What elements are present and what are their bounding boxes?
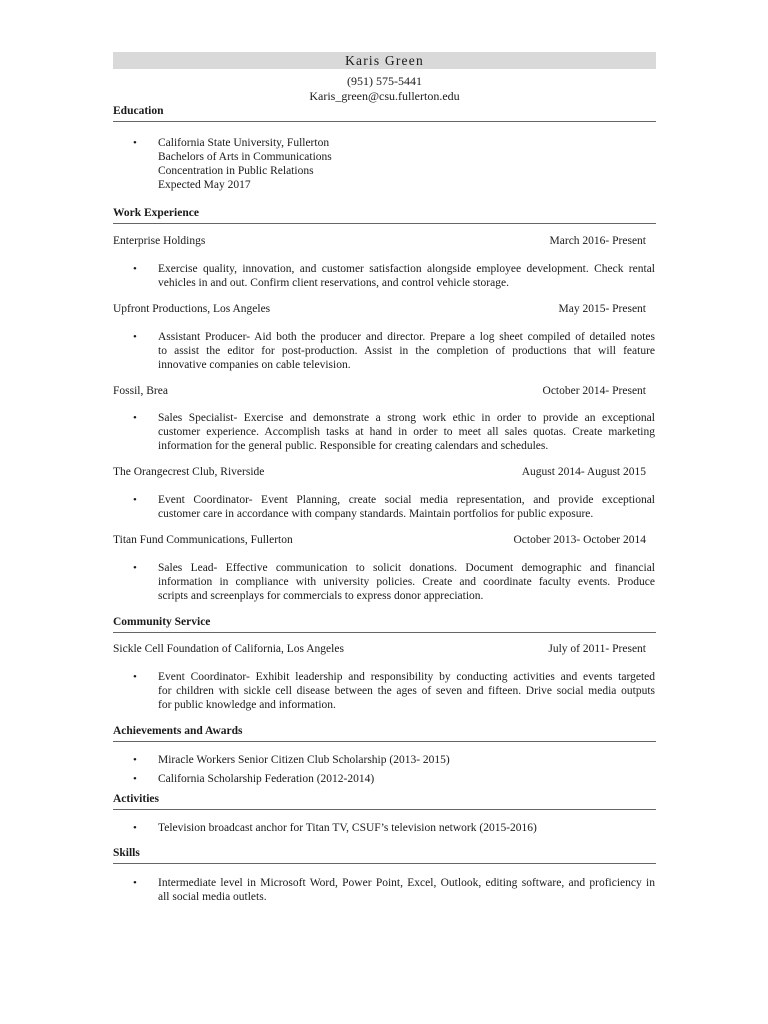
bullet-icon: • <box>133 822 137 834</box>
phone-number: (951) 575-5441 <box>347 74 422 88</box>
bullet-icon: • <box>133 671 137 683</box>
job-row <box>113 302 646 316</box>
candidate-name: Karis Green <box>113 52 656 69</box>
job-row <box>113 234 646 248</box>
job-line: information in compliance with university policies. Create and coordinate faculty events. Produce <box>158 576 655 588</box>
education-line: California State University, Fullerton <box>158 137 330 149</box>
work-section <box>113 206 656 224</box>
community-heading: Community Service <box>113 615 656 633</box>
skills-section <box>113 846 656 864</box>
job-line: Assistant Producer- Aid both the producer and director. Prepare a log sheet compiled of detailed notes <box>158 331 655 343</box>
community-section <box>113 615 656 633</box>
job-row <box>113 465 646 479</box>
award-text: Miracle Workers Senior Citizen Club Scholarship (2013- 2015) <box>158 754 450 766</box>
education-line: Concentration in Public Relations <box>158 165 314 177</box>
community-line: for children with sickle cell disease between the ages of seven and fifteen. Drive social media outputs <box>158 685 655 697</box>
education-heading: Education <box>113 104 656 122</box>
job-org: Enterprise Holdings <box>113 235 206 247</box>
bullet-icon: • <box>133 412 137 424</box>
job-line: customer care in accordance with company standards. Maintain portfolios for public exposure. <box>158 508 594 520</box>
award-text: California Scholarship Federation (2012-2014) <box>158 773 375 785</box>
bullet-icon: • <box>133 263 137 275</box>
job-line: information for the general public. Responsible for creating calendars and schedules. <box>158 440 549 452</box>
bullet-icon: • <box>133 773 137 785</box>
job-line: Sales Specialist- Exercise and demonstrate a strong work ethic in order to provide an exceptional <box>158 412 655 424</box>
job-line: to assist the editor for post-production. Assist in the completion of productions that will feature <box>158 345 655 357</box>
skills-line: all social media outlets. <box>158 891 267 903</box>
activity-text: Television broadcast anchor for Titan TV, CSUF’s television network (2015-2016) <box>158 822 537 834</box>
bullet-icon: • <box>133 494 137 506</box>
job-line: Sales Lead- Effective communication to solicit donations. Document demographic and financial <box>158 562 655 574</box>
job-org: Fossil, Brea <box>113 385 168 397</box>
awards-section <box>113 724 656 742</box>
job-line: vehicles in and out. Confirm client reservations, and control vehicle storage. <box>158 277 509 289</box>
skills-heading: Skills <box>113 846 656 864</box>
education-line: Bachelors of Arts in Communications <box>158 151 332 163</box>
bullet-icon: • <box>133 562 137 574</box>
skills-line: Intermediate level in Microsoft Word, Power Point, Excel, Outlook, editing software, and proficiency in <box>158 877 655 889</box>
education-section <box>113 104 656 122</box>
job-row <box>113 384 646 398</box>
bullet-icon: • <box>133 754 137 766</box>
job-line: Exercise quality, innovation, and customer satisfaction alongside employee development. Check rental <box>158 263 655 275</box>
education-line: Expected May 2017 <box>158 179 251 191</box>
activities-heading: Activities <box>113 792 656 810</box>
community-date: July of 2011- Present <box>548 643 646 655</box>
job-date: May 2015- Present <box>558 303 646 315</box>
community-line: Event Coordinator- Exhibit leadership and responsibility by conducting activities and events targeted <box>158 671 655 683</box>
work-heading: Work Experience <box>113 206 656 224</box>
community-row <box>113 642 646 656</box>
job-org: The Orangecrest Club, Riverside <box>113 466 265 478</box>
job-date: October 2013- October 2014 <box>513 534 646 546</box>
job-date: March 2016- Present <box>549 235 646 247</box>
job-line: Event Coordinator- Event Planning, create social media representation, and provide exceptional <box>158 494 655 506</box>
email-address[interactable]: Karis_green@csu.fullerton.edu <box>309 89 460 103</box>
job-date: October 2014- Present <box>542 385 646 397</box>
job-date: August 2014- August 2015 <box>521 466 646 478</box>
bullet-icon: • <box>133 331 137 343</box>
job-line: innovative companies on cable television. <box>158 359 351 371</box>
job-org: Upfront Productions, Los Angeles <box>113 303 271 315</box>
bullet-icon: • <box>133 877 137 889</box>
job-line: customer experience. Accomplish tasks at hand in order to meet all sales quotas. Create marketing <box>158 426 655 438</box>
job-row <box>113 533 646 547</box>
community-line: for public knowledge and information. <box>158 699 336 711</box>
bullet-icon: • <box>133 137 137 149</box>
job-line: scripts and screenplays for commercials to express donor appreciation. <box>158 590 484 602</box>
awards-heading: Achievements and Awards <box>113 724 656 742</box>
job-org: Titan Fund Communications, Fullerton <box>113 534 293 546</box>
activities-section <box>113 792 656 810</box>
community-org: Sickle Cell Foundation of California, Los Angeles <box>113 643 344 655</box>
